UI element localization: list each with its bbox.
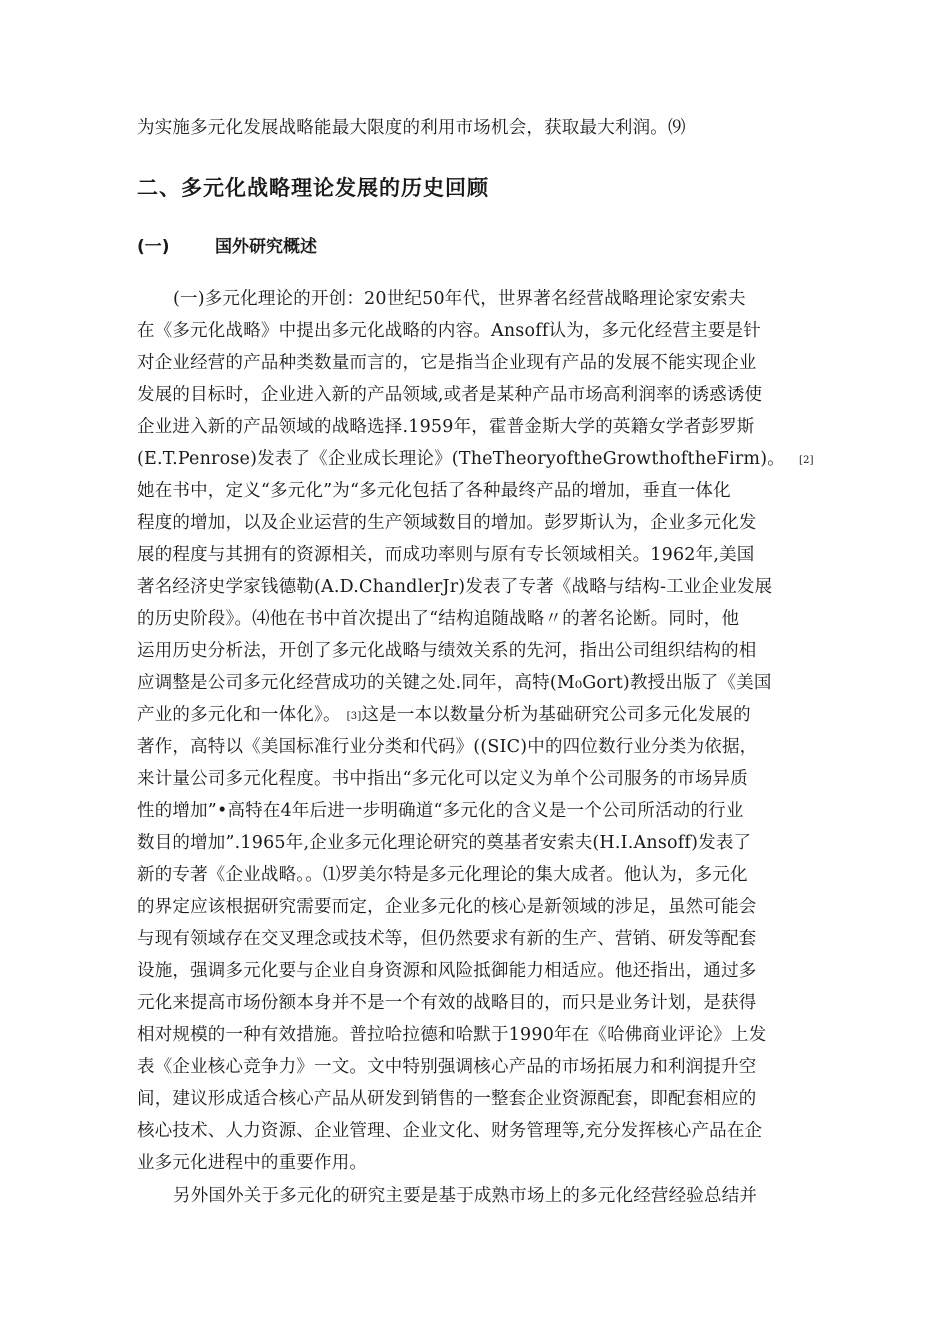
paragraph-line: 性的增加”•高特在4年后进一步明确道“多元化的含义是一个公司所活动的行业 — [137, 801, 744, 821]
paragraph-line: 企业进入新的产品领域的战略选择.1959年，霍普金斯大学的英籍女学者彭罗斯 — [137, 417, 755, 437]
paragraph-line: 业多元化进程中的重要作用。 — [137, 1153, 368, 1173]
paragraph-line: (一)多元化理论的开创：20世纪50年代，世界著名经营战略理论家安索夫 — [173, 289, 746, 309]
paragraph-additional-research — [137, 1180, 819, 1212]
subsection-title: 国外研究概述 — [215, 237, 317, 257]
paragraph-line: 设施，强调多元化要与企业自身资源和风险抵御能力相适应。他还指出，通过多 — [137, 961, 757, 981]
paragraph-line: 相对规模的一种有效措施。普拉哈拉德和哈默于1990年在《哈佛商业评论》上发 — [137, 1025, 767, 1045]
paragraph-line — [137, 443, 819, 475]
paragraph-line — [137, 699, 819, 731]
paragraph-line: 应调整是公司多元化经营成功的关键之处.同年，高特(M₀Gort)教授出版了《美国 — [137, 673, 772, 693]
subsection-number: (一) — [137, 237, 170, 257]
paragraph-line: 展的程度与其拥有的资源相关，而成功率则与原有专长领域相关。1962年,美国 — [137, 545, 755, 565]
paragraph-foreign-research — [137, 283, 819, 1179]
paragraph-line: 来计量公司多元化程度。书中指出“多元化可以定义为单个公司服务的市场异质 — [137, 769, 748, 789]
citation-marker: [3] — [346, 711, 362, 722]
paragraph-line: 核心技术、人力资源、企业管理、企业文化、财务管理等,充分发挥核心产品在企 — [137, 1121, 763, 1141]
section-heading: 二、多元化战略理论发展的历史回顾 — [137, 176, 489, 200]
subsection-heading — [137, 236, 317, 258]
paragraph-line-text: 产业的多元化和一体化》。 — [137, 705, 341, 725]
citation-marker: [2] — [798, 455, 814, 466]
paragraph-line: 间，建议形成适合核心产品从研发到销售的一整套企业资源配套，即配套相应的 — [137, 1089, 757, 1109]
paragraph-line: 新的专著《企业战略。。⑴罗美尔特是多元化理论的集大成者。他认为，多元化 — [137, 865, 748, 885]
paragraph-line: 与现有领域存在交叉理念或技术等，但仍然要求有新的生产、营销、研发等配套 — [137, 929, 757, 949]
paragraph-line: 程度的增加，以及企业运营的生产领域数目的增加。彭罗斯认为，企业多元化发 — [137, 513, 757, 533]
paragraph-line-text: 这是一本以数量分析为基础研究公司多元化发展的 — [361, 705, 751, 725]
paragraph-line: 著作，高特以《美国标准行业分类和代码》((SIC)中的四位数行业分类为依据， — [137, 737, 758, 757]
paragraph-line: 数目的增加”.1965年,企业多元化理论研究的奠基者安索夫(H.I.Ansoff)发表了 — [137, 833, 752, 853]
paragraph-line: 表《企业核心竞争力》一文。文中特别强调核心产品的市场拓展力和利润提升空 — [137, 1057, 757, 1077]
paragraph-line: 运用历史分析法，开创了多元化战略与绩效关系的先河，指出公司组织结构的相 — [137, 641, 757, 661]
paragraph-line-text: (E.T.Penrose)发表了《企业成长理论》(TheTheoryoftheGrowthoftheFirm)。 — [137, 449, 785, 469]
paragraph-line: 著名经济史学家钱德勒(A.D.ChandlerJr)发表了专著《战略与结构-工业企业发展 — [137, 577, 773, 597]
paragraph-line: 对企业经营的产品种类数量而言的，它是指当企业现有产品的发展不能实现企业 — [137, 353, 757, 373]
paragraph-line: 元化来提高市场份额本身并不是一个有效的战略目的，而只是业务计划，是获得 — [137, 993, 757, 1013]
paragraph-line: 另外国外关于多元化的研究主要是基于成熟市场上的多元化经营经验总结并 — [173, 1186, 758, 1206]
paragraph-line: 的历史阶段》。⑷他在书中首次提出了“结构追随战略〃的著名论断。同时，他 — [137, 609, 740, 629]
paragraph-line: 她在书中，定义“多元化”为“多元化包括了各种最终产品的增加，垂直一体化 — [137, 481, 731, 501]
paragraph-line: 在《多元化战略》中提出多元化战略的内容。Ansoff认为，多元化经营主要是针 — [137, 321, 761, 341]
intro-text: 为实施多元化发展战略能最大限度的利用市场机会，获取最大利润。⑼ — [137, 118, 686, 138]
paragraph-line: 发展的目标时，企业进入新的产品领域,或者是某种产品市场高利润率的诱惑诱使 — [137, 385, 763, 405]
paragraph-line: 的界定应该根据研究需要而定，企业多元化的核心是新领域的涉足，虽然可能会 — [137, 897, 757, 917]
